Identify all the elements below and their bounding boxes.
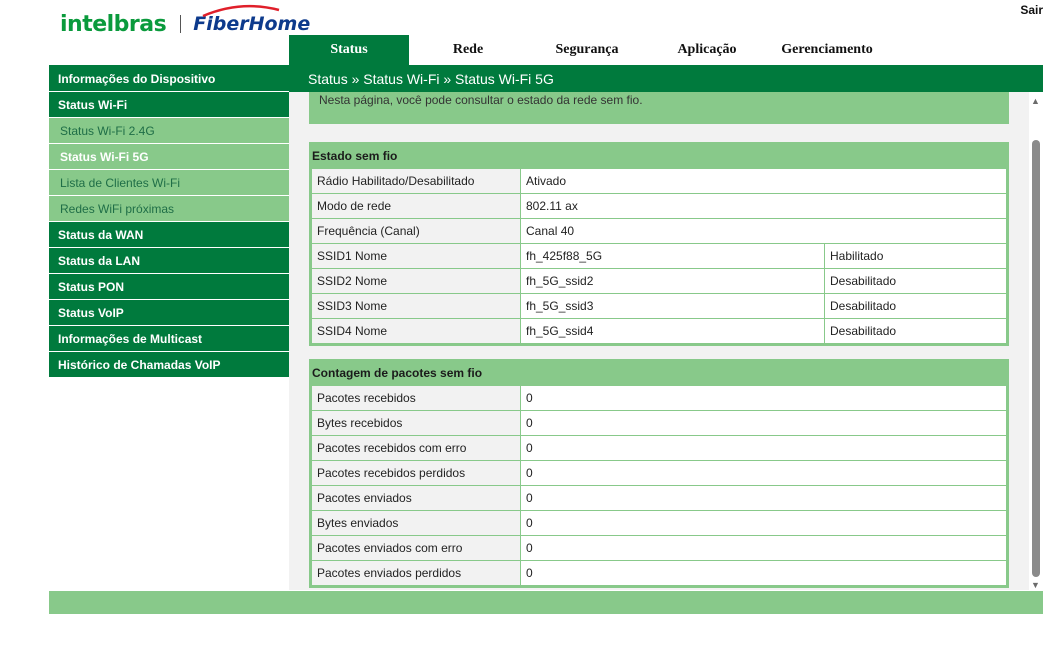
sidebar-item-wifi-clients[interactable]: Lista de Clientes Wi-Fi (49, 170, 289, 196)
row-label: Modo de rede (312, 194, 521, 219)
row-label: Bytes recebidos (312, 411, 521, 436)
row-value: fh_425f88_5G (521, 244, 825, 269)
row-status: Desabilitado (825, 319, 1007, 344)
sidebar-item-nearby-networks[interactable]: Redes WiFi próximas (49, 196, 289, 222)
sidebar-item-voip-status[interactable]: Status VoIP (49, 300, 289, 326)
row-status: Desabilitado (825, 294, 1007, 319)
wireless-state-panel (309, 142, 1009, 346)
tab-rede[interactable]: Rede (452, 42, 484, 57)
tab-gerenciamento[interactable]: Gerenciamento (781, 42, 873, 57)
row-status: Desabilitado (825, 269, 1007, 294)
row-label: Pacotes enviados (312, 486, 521, 511)
row-value: 0 (521, 411, 1007, 436)
row-value: 0 (521, 561, 1007, 586)
row-value: 0 (521, 436, 1007, 461)
fiberhome-swoosh-icon (201, 4, 281, 18)
logout-link[interactable]: Sair (1020, 3, 1043, 17)
row-value: 802.11 ax (521, 194, 1007, 219)
packet-count-title: Contagem de pacotes sem fio (312, 366, 483, 380)
table-row (312, 294, 1007, 319)
fiberhome-logo-text: FiberHome (193, 13, 311, 35)
row-label: SSID3 Nome (312, 294, 521, 319)
sidebar-item-lan-status[interactable]: Status da LAN (49, 248, 289, 274)
top-navigation (289, 35, 887, 65)
tab-status[interactable]: Status (289, 35, 409, 65)
wireless-state-title: Estado sem fio (312, 149, 398, 163)
row-label: Pacotes recebidos com erro (312, 436, 521, 461)
row-value: Canal 40 (521, 219, 1007, 244)
row-label: SSID2 Nome (312, 269, 521, 294)
row-value: 0 (521, 511, 1007, 536)
table-row (312, 244, 1007, 269)
table-row (312, 536, 1007, 561)
table-row (312, 561, 1007, 586)
row-label: Frequência (Canal) (312, 219, 521, 244)
scroll-down-arrow-icon[interactable]: ▼ (1031, 580, 1040, 590)
table-row (312, 219, 1007, 244)
content-scrollbar[interactable] (1029, 92, 1043, 590)
row-label: Pacotes recebidos (312, 386, 521, 411)
tab-aplicacao[interactable]: Aplicação (677, 42, 737, 57)
logo-divider (180, 15, 181, 33)
row-value: fh_5G_ssid4 (521, 319, 825, 344)
packet-count-table (311, 385, 1007, 586)
sidebar-item-pon-status[interactable]: Status PON (49, 274, 289, 300)
sidebar-item-wifi-5g[interactable]: Status Wi-Fi 5G (49, 144, 289, 170)
brand-logo (60, 6, 310, 42)
table-row (312, 511, 1007, 536)
info-text: Nesta página, você pode consultar o estado da rede sem fio. (319, 93, 643, 107)
table-row (312, 169, 1007, 194)
row-label: Bytes enviados (312, 511, 521, 536)
sidebar-item-voip-call-history[interactable]: Histórico de Chamadas VoIP (49, 352, 289, 378)
sidebar-item-multicast-info[interactable]: Informações de Multicast (49, 326, 289, 352)
row-label: SSID4 Nome (312, 319, 521, 344)
wireless-state-table (311, 168, 1007, 344)
row-label: Rádio Habilitado/Desabilitado (312, 169, 521, 194)
row-value: 0 (521, 486, 1007, 511)
row-value: 0 (521, 386, 1007, 411)
row-value: fh_5G_ssid3 (521, 294, 825, 319)
footer-bar (49, 591, 1043, 614)
info-box (309, 92, 1009, 124)
table-row (312, 269, 1007, 294)
table-row (312, 436, 1007, 461)
sidebar-item-wifi-24g[interactable]: Status Wi-Fi 2.4G (49, 118, 289, 144)
intelbras-logo: intelbras (60, 11, 167, 37)
row-value: 0 (521, 461, 1007, 486)
table-row (312, 194, 1007, 219)
table-row (312, 319, 1007, 344)
main-content (289, 92, 1043, 590)
scroll-up-arrow-icon[interactable]: ▲ (1031, 96, 1040, 106)
row-label: SSID1 Nome (312, 244, 521, 269)
sidebar-item-wan-status[interactable]: Status da WAN (49, 222, 289, 248)
sidebar-item-device-info[interactable]: Informações do Dispositivo (49, 66, 289, 92)
fiberhome-logo (193, 13, 310, 35)
row-status: Habilitado (825, 244, 1007, 269)
breadcrumb: Status » Status Wi-Fi » Status Wi-Fi 5G (308, 71, 554, 87)
row-label: Pacotes recebidos perdidos (312, 461, 521, 486)
row-label: Pacotes enviados com erro (312, 536, 521, 561)
scrollbar-thumb[interactable] (1032, 140, 1040, 577)
tab-seguranca[interactable]: Segurança (555, 42, 619, 57)
table-row (312, 411, 1007, 436)
row-value: 0 (521, 536, 1007, 561)
table-row (312, 486, 1007, 511)
sidebar (49, 66, 289, 378)
row-label: Pacotes enviados perdidos (312, 561, 521, 586)
packet-count-panel (309, 359, 1009, 588)
row-value: Ativado (521, 169, 1007, 194)
table-row (312, 386, 1007, 411)
sidebar-item-wifi-status[interactable]: Status Wi-Fi (49, 92, 289, 118)
table-row (312, 461, 1007, 486)
row-value: fh_5G_ssid2 (521, 269, 825, 294)
